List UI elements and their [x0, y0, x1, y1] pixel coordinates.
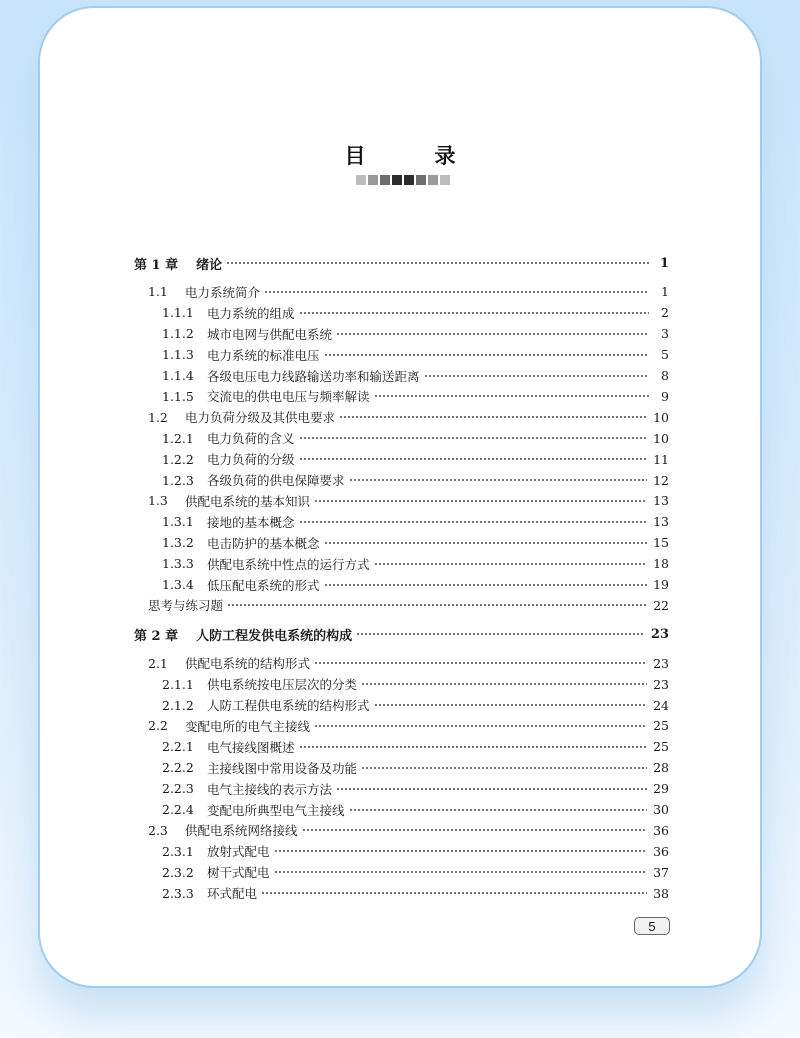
toc-entry-number: 2.1.1: [162, 676, 194, 692]
toc-entry-page: 8: [661, 368, 669, 383]
toc-entry-exercise[interactable]: [148, 595, 669, 615]
toc-entry-title: 供配电系统的结构形式: [185, 656, 311, 672]
toc-entry-title: 电力负荷的分级: [207, 452, 295, 468]
toc-entry-page: 25: [653, 718, 669, 734]
toc-entry-page: 29: [653, 781, 669, 797]
toc-entry-number: 1.2.3: [162, 472, 194, 488]
toc-entry-number: 第 1 章: [134, 257, 179, 273]
toc-entry-number: 1.1.4: [162, 368, 194, 383]
toc-entry-page: 23: [653, 655, 669, 671]
dot-leader: [336, 329, 649, 339]
dot-leader: [227, 600, 647, 610]
toc-entry-title: 绪论: [196, 257, 223, 273]
toc-entry-title: 各级电压电力线路输送功率和输送距离: [207, 368, 420, 384]
toc-entry-title: 城市电网与供配电系统: [207, 326, 333, 342]
dot-leader: [302, 825, 648, 835]
toc-entry-subsection[interactable]: [162, 695, 669, 715]
toc-entry-subsection[interactable]: [162, 533, 669, 553]
toc-entry-subsection[interactable]: [162, 324, 669, 344]
toc-entry-subsection[interactable]: [162, 345, 669, 365]
toc-entry-number: 1.2.1: [162, 430, 194, 446]
toc-entry-title: 放射式配电: [207, 844, 270, 860]
toc-entry-subsection[interactable]: [162, 575, 669, 595]
toc-entry-number: 1.3.3: [162, 556, 194, 572]
dot-leader: [314, 496, 647, 506]
toc-entry-number: 2.3.1: [162, 843, 194, 859]
toc-entry-page: 1: [659, 255, 669, 271]
toc-entry-title: 电气接线图概述: [207, 739, 295, 755]
toc-entry-number: 2.2.2: [162, 760, 194, 776]
toc-entry-page: 22: [653, 597, 669, 613]
toc-entry-subsection[interactable]: [162, 428, 669, 448]
toc-entry-page: 30: [653, 802, 669, 817]
dot-leader: [361, 679, 647, 689]
toc-entry-subsection[interactable]: [162, 862, 669, 882]
toc-entry-page: 3: [661, 326, 669, 342]
toc-entry-number: 1.3.4: [162, 577, 194, 592]
toc-entry-title: 供电系统按电压层次的分类: [207, 677, 358, 693]
toc-entry-title: 接地的基本概念: [207, 514, 295, 530]
toc-entry-page: 15: [653, 535, 669, 551]
toc-entry-subsection[interactable]: [162, 779, 669, 799]
toc-entry-page: 23: [653, 676, 669, 692]
toc-entry-page: 2: [661, 305, 669, 321]
toc-entry-title: 交流电的供电电压与频率解读: [207, 389, 370, 405]
toc-entry-subsection[interactable]: [162, 883, 669, 903]
toc-entry-page: 19: [653, 577, 669, 592]
toc-entry-title: 供配电系统中性点的运行方式: [207, 556, 370, 572]
dot-leader: [339, 412, 647, 422]
dot-leader: [299, 308, 649, 318]
toc-entry-number: 2.2: [148, 718, 168, 734]
dot-leader: [374, 559, 648, 569]
toc-entry-title: 环式配电: [207, 886, 258, 902]
dot-leader: [361, 763, 647, 773]
toc-entry-chapter[interactable]: [134, 624, 669, 644]
toc-entry-title: 电力系统简介: [185, 284, 261, 300]
dot-leader: [261, 888, 647, 898]
dot-leader: [374, 391, 649, 401]
dot-leader: [299, 433, 648, 443]
toc-entry-title: 电气主接线的表示方法: [207, 781, 333, 797]
toc-entry-number: 2.2.1: [162, 739, 194, 755]
toc-entry-subsection[interactable]: [162, 800, 669, 820]
toc-entry-number: 2.3.2: [162, 864, 194, 880]
toc-entry-subsection[interactable]: [162, 758, 669, 778]
dot-leader: [349, 805, 648, 815]
toc-entry-section[interactable]: [148, 653, 669, 673]
toc-entry-page: 13: [653, 493, 669, 509]
toc-entry-number: 1.1.2: [162, 326, 194, 342]
toc-entry-number: 1.3.2: [162, 535, 194, 551]
toc-entry-page: 23: [650, 626, 669, 642]
toc-entry-number: 1.1.5: [162, 388, 194, 404]
toc-entry-page: 36: [653, 843, 669, 859]
toc-entry-subsection[interactable]: [162, 841, 669, 861]
dot-leader: [299, 517, 648, 527]
dot-leader: [299, 742, 648, 752]
toc-entry-section[interactable]: [148, 491, 669, 511]
dot-leader: [274, 867, 648, 877]
dot-leader: [324, 580, 648, 590]
toc-entry-page: 10: [653, 409, 669, 425]
page-number-badge: 5: [634, 917, 670, 935]
toc-entry-chapter[interactable]: [134, 253, 669, 273]
toc-entry-subsection[interactable]: [162, 303, 669, 323]
dot-leader: [314, 721, 647, 731]
toc-entry-page: 10: [653, 430, 669, 446]
toc-entry-page: 12: [653, 472, 669, 488]
dot-leader: [356, 629, 645, 639]
toc-entry-title: 电击防护的基本概念: [207, 535, 320, 551]
dot-leader: [314, 658, 647, 668]
toc-entry-number: 第 2 章: [134, 628, 179, 644]
toc-entry-number: 1.3.1: [162, 514, 194, 530]
toc-entry-number: 1.2.2: [162, 451, 194, 467]
dot-leader: [299, 454, 648, 464]
toc-entry-subsection[interactable]: [162, 366, 669, 386]
toc-entry-subsection[interactable]: [162, 512, 669, 532]
toc-entry-title: 供配电系统的基本知识: [185, 493, 311, 509]
toc-entry-page: 13: [653, 514, 669, 530]
toc-entry-subsection[interactable]: [162, 674, 669, 694]
dot-leader: [349, 475, 648, 485]
toc-entry-subsection[interactable]: [162, 554, 669, 574]
dot-leader: [374, 700, 648, 710]
toc-entry-number: 1.1.3: [162, 347, 194, 363]
dot-leader: [324, 538, 648, 548]
toc-entry-title: 电力负荷的含义: [207, 431, 295, 447]
toc-entry-page: 25: [653, 739, 669, 755]
toc-entry-subsection[interactable]: [162, 470, 669, 490]
toc-entry-page: 1: [661, 284, 669, 300]
toc-entry-number: 2.1.2: [162, 697, 194, 713]
toc-entry-title: 电力系统的组成: [207, 305, 295, 321]
toc-entry-page: 28: [653, 760, 669, 776]
toc-entry-number: 1.1: [148, 284, 168, 300]
toc-entry-number: 2.2.4: [162, 802, 194, 817]
toc-entry-title: 主接线图中常用设备及功能: [207, 760, 358, 776]
dot-leader: [336, 784, 647, 794]
dot-leader: [424, 371, 649, 381]
dot-leader: [226, 258, 649, 268]
toc-entry-section[interactable]: [148, 282, 669, 302]
toc-entry-section[interactable]: [148, 407, 669, 427]
toc-entry-subsection[interactable]: [162, 386, 669, 406]
toc-entry-page: 18: [653, 556, 669, 572]
toc-entry-section[interactable]: [148, 820, 669, 840]
toc-entry-number: 1.1.1: [162, 305, 194, 321]
toc-entry-title: 变配电所的电气主接线: [185, 718, 311, 734]
dot-leader: [274, 846, 648, 856]
toc-entry-subsection[interactable]: [162, 449, 669, 469]
toc-entry-title: 电力系统的标准电压: [207, 347, 320, 363]
toc-entry-page: 11: [653, 451, 669, 467]
toc-entry-number: 1.2: [148, 409, 168, 425]
dot-leader: [264, 287, 649, 297]
toc-entry-title: 人防工程发供电系统的构成: [196, 628, 353, 644]
toc-entry-title: 低压配电系统的形式: [207, 577, 320, 593]
toc-entry-title: 树干式配电: [207, 865, 270, 881]
toc-entry-title: 思考与练习题: [148, 598, 224, 614]
toc-entry-page: 36: [653, 822, 669, 838]
toc-entry-section[interactable]: [148, 716, 669, 736]
toc-entry-number: 1.3: [148, 493, 168, 509]
dot-leader: [324, 350, 649, 360]
toc-entry-page: 38: [653, 885, 669, 901]
toc-entry-page: 24: [653, 697, 669, 713]
toc-entry-title: 电力负荷分级及其供电要求: [185, 410, 336, 426]
toc-entry-subsection[interactable]: [162, 737, 669, 757]
toc-entry-page: 9: [661, 388, 669, 404]
toc-entry-title: 各级负荷的供电保障要求: [207, 473, 345, 488]
toc-entry-number: 2.3: [148, 822, 168, 838]
toc-entry-title: 供配电系统网络接线: [185, 823, 298, 839]
page-title: 目 录: [344, 144, 480, 168]
toc-entry-page: 5: [661, 347, 669, 363]
toc-entry-title: 人防工程供电系统的结构形式: [207, 698, 370, 713]
toc-entry-number: 2.3.3: [162, 885, 194, 901]
toc-entry-page: 37: [653, 864, 669, 880]
toc-entry-title: 变配电所典型电气主接线: [207, 802, 345, 818]
toc-entry-number: 2.1: [148, 655, 168, 671]
toc-entry-number: 2.2.3: [162, 781, 194, 797]
